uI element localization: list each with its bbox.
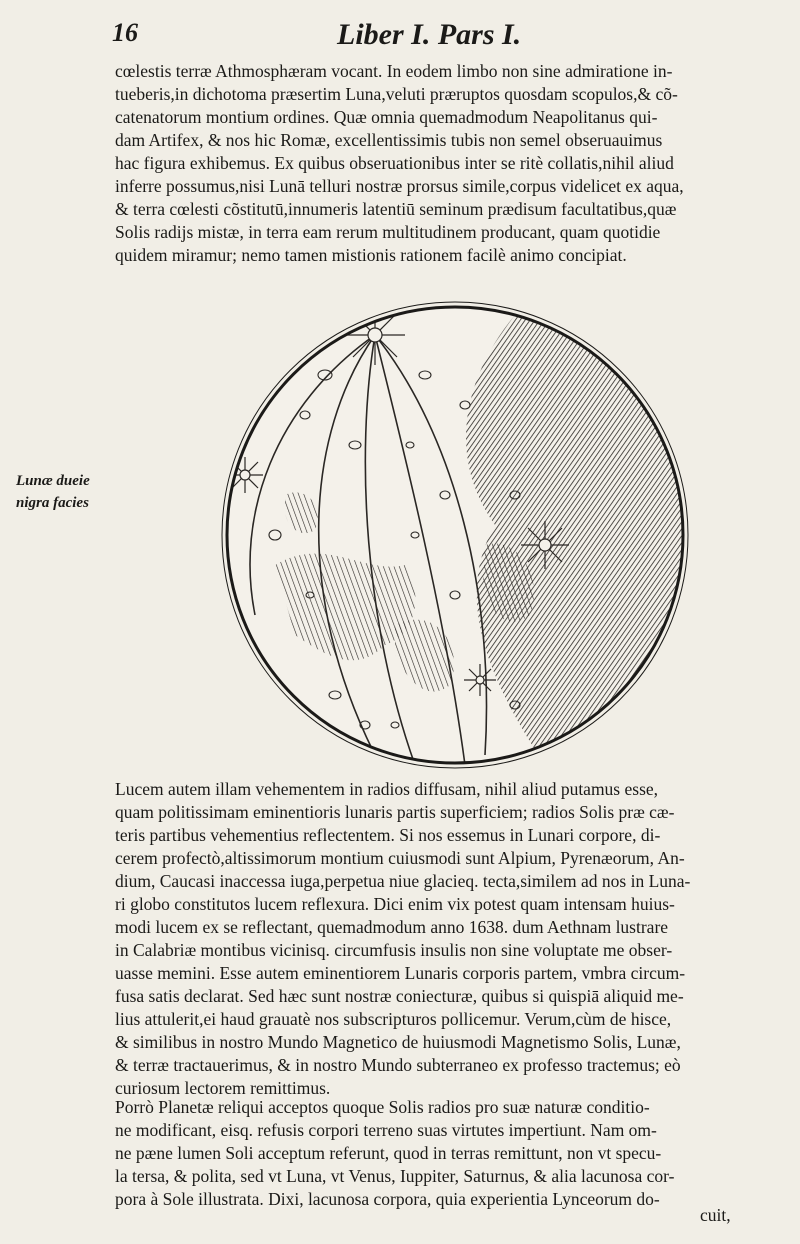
page-number: 16 — [112, 18, 138, 47]
text-line: ri globo constitutos lucem reflexura. Dici enim vix potest quam intensam huius- — [115, 894, 675, 914]
paragraph-1 — [115, 60, 770, 267]
text-line: ne modificant, eisq. refusis corpori terreno suas virtutes impertiunt. Nam om- — [115, 1120, 657, 1140]
text-line: quidem miramur; nemo tamen mistionis rationem facilè animo concipiat. — [115, 245, 627, 265]
text-line: Lucem autem illam vehementem in radios diffusam, nihil aliud putamus esse, — [115, 779, 659, 799]
running-head: Liber I. Pars I. — [337, 18, 522, 51]
text-line: inferre possumus,nisi Lunā telluri nostræ prorsus simile,corpus videlicet ex aqua, — [115, 176, 684, 196]
text-line: pora à Sole illustrata. Dixi, lacunosa corpora, quia experientia Lynceorum do- — [115, 1189, 660, 1209]
text-line: cœlestis terræ Athmosphæram vocant. In eodem limbo non sine admiratione in- — [115, 61, 673, 81]
margin-note-line: Lunæ dueie — [16, 473, 90, 489]
text-line: & terra cœlesti cõstitutū,innumeris latentiū seminum prædisum facultatibus,quæ — [115, 199, 677, 219]
text-line: cerem profectò,altissimorum montium cuiusmodi sunt Alpium, Pyrenæorum, An- — [115, 848, 685, 868]
text-line: dam Artifex, & nos hic Romæ, excellentissimis tubis non semel obseruauimus — [115, 130, 663, 150]
text-line: Porrò Planetæ reliqui acceptos quoque Solis radios pro suæ naturæ conditio- — [115, 1097, 650, 1117]
catchword: cuit, — [700, 1205, 731, 1225]
bleed-through-text-2 — [690, 440, 800, 620]
moon-engraving — [215, 295, 695, 775]
paragraph-2 — [115, 778, 770, 1100]
text-line: ne pæne lumen Soli acceptum referunt, quod in terras remittunt, non vt specu- — [115, 1143, 662, 1163]
paragraph-3 — [115, 1096, 770, 1211]
text-line: quam politissimam eminentioris lunaris partis superficiem; radios Solis præ cæ- — [115, 802, 675, 822]
text-line: & terræ tractauerimus, & in nostro Mundo subterraneo ex professo tractemus; eò — [115, 1055, 681, 1075]
page-header — [112, 18, 652, 51]
text-line: modi lucem ex se reflectant, quemadmodum anno 1638. dum Aethnam lustrare — [115, 917, 669, 937]
text-line: uasse memini. Esse autem eminentiorem Lunaris corporis partem, vmbra circum- — [115, 963, 686, 983]
text-line: hac figura exhibemus. Ex quibus obseruationibus inter se ritè collatis,nihil aliud — [115, 153, 674, 173]
text-line: fusa satis declarat. Sed hæc sunt nostræ coniecturæ, quibus si quispiā aliquid me- — [115, 986, 684, 1006]
text-line: in Calabriæ montibus vicinisq. circumfusis insulis non sine voluptate me obser- — [115, 940, 673, 960]
text-line: la tersa, & polita, sed vt Luna, vt Venus, Iuppiter, Saturnus, & alia lacunosa cor- — [115, 1166, 675, 1186]
text-line: teris partibus vehementius reflectentem. Si nos essemus in Lunari corpore, di- — [115, 825, 661, 845]
text-line: Solis radijs mistæ, in terra eam rerum multitudinem producant, quam quotidie — [115, 222, 661, 242]
margin-note-line: nigra facies — [16, 495, 89, 511]
text-line: dium, Caucasi inaccessa iuga,perpetua niue glacieq. tecta,similem ad nos in Luna- — [115, 871, 691, 891]
text-line: lius attulerit,ei haud grauatè nos subscripturos pollicemur. Verum,cùm de hisce, — [115, 1009, 672, 1029]
text-line: curiosum lectorem remittimus. — [115, 1078, 331, 1098]
text-line: tueberis,in dichotoma præsertim Luna,veluti præruptos quosdam scopulos,& cõ- — [115, 84, 678, 104]
text-line: & similibus in nostro Mundo Magnetico de huiusmodi Magnetismo Solis, Lunæ, — [115, 1032, 681, 1052]
text-line: catenatorum montium ordines. Quæ omnia quemadmodum Neapolitanus qui- — [115, 107, 658, 127]
margin-note — [16, 470, 116, 514]
